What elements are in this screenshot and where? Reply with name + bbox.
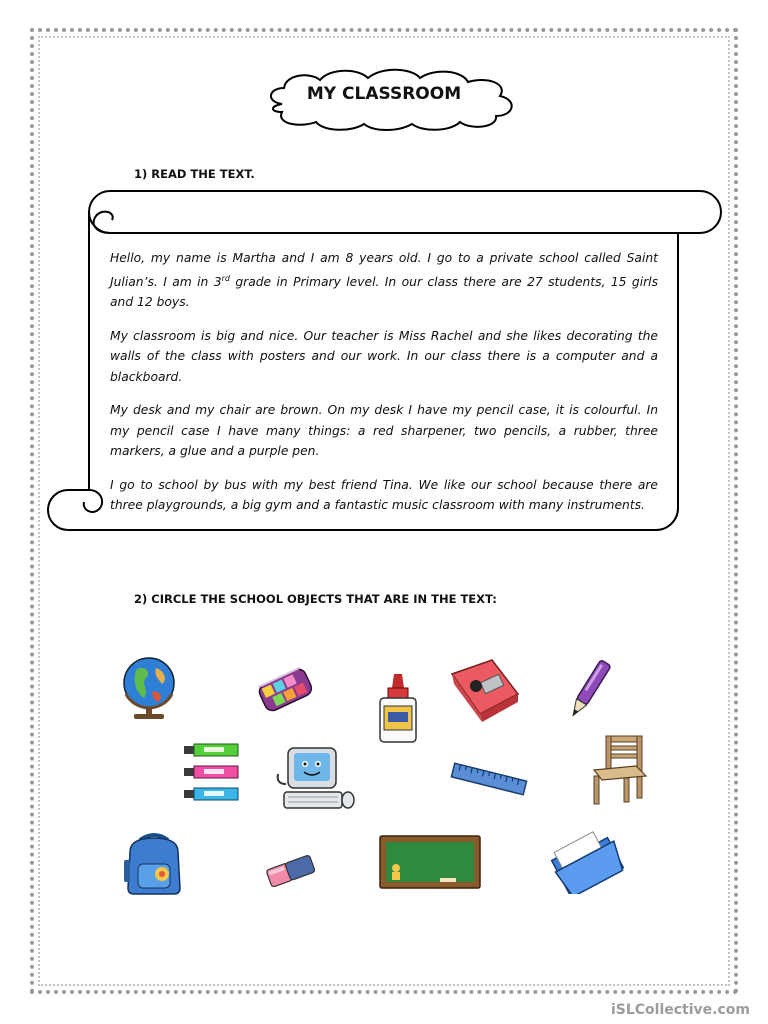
- rubber-icon[interactable]: [262, 852, 320, 892]
- glue-icon[interactable]: [374, 670, 422, 746]
- reading-text: [110, 248, 658, 529]
- ruler-icon[interactable]: [448, 758, 530, 800]
- folder-icon[interactable]: [550, 828, 624, 894]
- paragraph-1: [110, 248, 658, 313]
- paragraph-1-part-b: grade in Primary level. In our class there are 27 students, 15 girls and 12 boys.: [110, 274, 658, 310]
- paragraph-1-part-a: Hello, my name is Martha and I am 8 years old. I go to a private school called Saint Julian’s. I am in 3: [110, 251, 658, 289]
- paragraph-3: My desk and my chair are brown. On my desk I have my pencil case, it is colourful. In my pencil case I have many things: a red sharpener, two pencils, a rubber, three markers, a glue and a purple pen.: [110, 403, 658, 459]
- chair-icon[interactable]: [586, 732, 656, 806]
- computer-icon[interactable]: [274, 744, 356, 814]
- markers-icon[interactable]: [180, 738, 242, 808]
- section-2-heading: 2) CIRCLE THE SCHOOL OBJECTS THAT ARE IN THE TEXT:: [134, 592, 497, 606]
- purple-pen-icon[interactable]: [566, 654, 612, 726]
- page-title: MY CLASSROOM: [306, 84, 462, 104]
- watermark-text: iSLCollective.com: [610, 1002, 750, 1018]
- globe-icon[interactable]: [118, 654, 180, 720]
- ordinal-suffix: rd: [221, 273, 230, 283]
- pencil-case-icon[interactable]: [254, 658, 316, 720]
- sharpener-icon[interactable]: [444, 654, 528, 726]
- backpack-icon[interactable]: [118, 830, 190, 896]
- blackboard-icon[interactable]: [378, 834, 482, 890]
- section-1-heading: 1) READ THE TEXT.: [134, 167, 255, 181]
- paragraph-4: I go to school by bus with my best friend Tina. We like our school because there are three playgrounds, a big gym and a fantastic music classroom with many instruments.: [110, 477, 658, 513]
- paragraph-2: My classroom is big and nice. Our teacher is Miss Rachel and she likes decorating the walls of the class with posters and our work. In our class there is a computer and a blackboard.: [110, 328, 658, 384]
